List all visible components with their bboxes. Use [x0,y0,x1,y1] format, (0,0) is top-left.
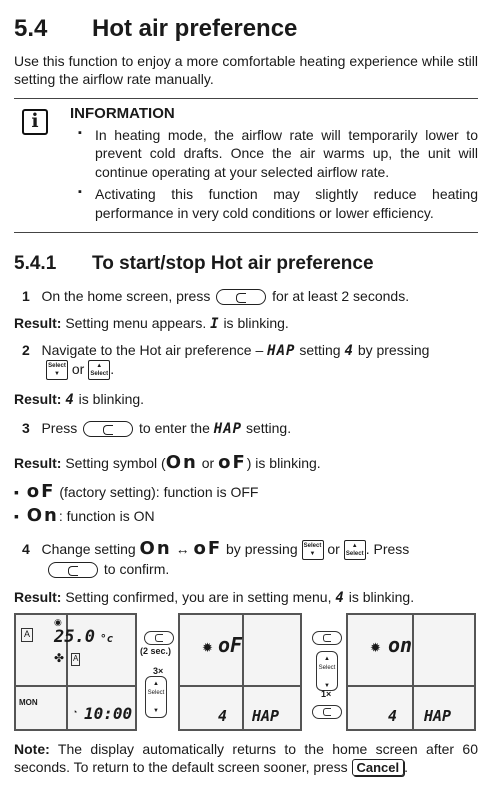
lcd-symbol: 4 [335,590,345,606]
select-down-button-icon: Select ▼ [46,360,68,380]
select-down-button-icon: Select ▼ [302,540,324,560]
step-text: Press [41,420,78,436]
step-text: Navigate to the Hot air preference – [41,342,264,358]
result-text: Setting confirmed, you are in setting menu, [65,589,332,605]
result-1 [14,314,289,333]
lcd-time: 10:00 [84,704,133,723]
step-text: to enter the [139,420,210,436]
info-top-rule [14,98,478,99]
step-2 [22,341,478,360]
info-bottom-rule [14,232,478,233]
fan-button-icon [144,631,174,645]
power-icon: ◉ [54,617,62,627]
auto-icon: A [71,653,80,666]
step-text: by pressing [357,342,430,358]
result-label: Result: [14,315,62,331]
lcd-day: MON [19,698,38,707]
info-item: ▪ In heating mode, the airflow rate will temporarily lower to prevent cold drafts. Once the air warms up, the unit will continue operating at your selected airflow rate. [78,126,478,181]
result-label: Result: [14,589,62,605]
lcd-symbol: oF [218,452,247,473]
select-button-icon: ▲ Select ▼ [145,676,167,718]
section-number: 5.4 [14,15,48,42]
fan-button-icon [216,289,266,305]
step-4-confirm [46,560,169,578]
step-text: by pressing [226,541,298,557]
step-2-buttons: Select ▼ or ▲ Select . [46,360,114,380]
result-4 [14,588,414,607]
clock-icon: ◔ [72,707,78,717]
hold-duration: (2 sec.) [140,646,172,656]
lcd-value: oF [218,633,243,657]
mode-icon: A [21,628,33,642]
sun-icon: ✹ [202,640,213,655]
lcd-symbol: 4 [65,392,75,408]
result-text: is blinking. [78,391,145,407]
step-text: Change setting [41,541,136,557]
lcd-symbol: HAP [267,343,296,359]
result-2 [14,390,144,409]
intro-paragraph: Use this function to enjoy a more comfortable heating experience while still setting the airflow rate manually. [14,53,478,88]
lcd-symbol: HAP [213,421,243,437]
select-up-button-icon: ▲ Select [88,360,110,380]
press-count: 3× [153,666,164,676]
step-number: 1 [22,288,30,304]
bullet-off: ▪ oF (factory setting): function is OFF [14,481,259,502]
arrow: ↔ [175,541,190,557]
note: Note: The display automatically returns to the home screen after 60 seconds. To return to the default screen sooner, press Cancel . [14,741,479,776]
lcd-setting-number: 4 [388,707,398,725]
bullet-text: : function is ON [58,508,155,524]
step-text: setting. [245,420,292,436]
result-text: ) is blinking. [246,455,321,471]
lcd-home-screen [14,613,137,731]
subsection-title: To start/stop Hot air preference [92,253,374,274]
lcd-temperature: 25.0 [54,627,95,647]
lcd-symbol: On [26,505,59,526]
lcd-setting-name: HAP [424,707,452,725]
fan-button-icon [48,562,98,578]
subsection-number: 5.4.1 [14,253,57,274]
step-text: or [327,541,340,557]
result-label: Result: [14,391,62,407]
bullet-text: (factory setting): function is OFF [59,484,259,500]
step-text: or [71,361,85,377]
step-number: 3 [22,420,30,436]
info-list [78,126,478,226]
note-text: The display automatically returns to the home screen after 60 seconds. To return to the default screen sooner, press [14,741,479,776]
step-number: 2 [22,342,30,358]
sun-icon: ✹ [370,640,381,655]
lcd-setting-number: 4 [218,707,228,725]
bullet-on: ▪ On: function is ON [14,505,155,526]
lcd-value: on [388,633,413,657]
info-item: ▪ Activating this function may slightly reduce heating performance in very cold conditions or lower efficiency. [78,185,478,222]
step-3 [22,419,291,438]
result-text: or [201,455,215,471]
step-text: setting [299,342,341,358]
lcd-symbol: 4 [344,343,354,359]
result-text: is blinking. [348,589,415,605]
result-text: Setting menu appears. [65,315,207,331]
lcd-setting-screen-on [346,613,476,731]
fan-button-icon [312,705,342,719]
information-icon: i [22,109,48,135]
note-label: Note: [14,741,50,757]
lcd-temp-unit: °c [100,632,114,645]
cancel-button-icon: Cancel [352,759,405,776]
lcd-setting-screen-off [178,613,302,731]
step-text: On the home screen, press [41,288,211,304]
step-4 [22,537,478,561]
fan-button-icon [312,631,342,645]
lcd-symbol: On [165,452,198,473]
step-text: . Press [365,541,410,557]
step-text: to confirm. [103,561,170,577]
info-title: INFORMATION [70,105,175,122]
select-up-button-icon: ▲ Select [344,540,366,560]
step-text: for at least 2 seconds. [272,288,410,304]
lcd-symbol: oF [193,538,223,559]
result-text: Setting symbol ( [65,455,166,471]
fan-button-icon [83,421,133,437]
select-button-icon: ▲ Select ▼ [316,651,338,691]
result-3 [14,451,321,475]
step-number: 4 [22,541,30,557]
lcd-symbol: oF [26,481,56,502]
result-text: is blinking. [223,315,289,331]
step-1 [22,287,409,305]
lcd-setting-name: HAP [252,707,280,725]
result-label: Result: [14,455,62,471]
lcd-symbol: I [210,316,220,332]
section-title: Hot air preference [92,15,298,42]
press-count: 1× [321,689,332,699]
fan-icon: ✤ [54,651,65,665]
lcd-symbol: On [139,538,172,559]
